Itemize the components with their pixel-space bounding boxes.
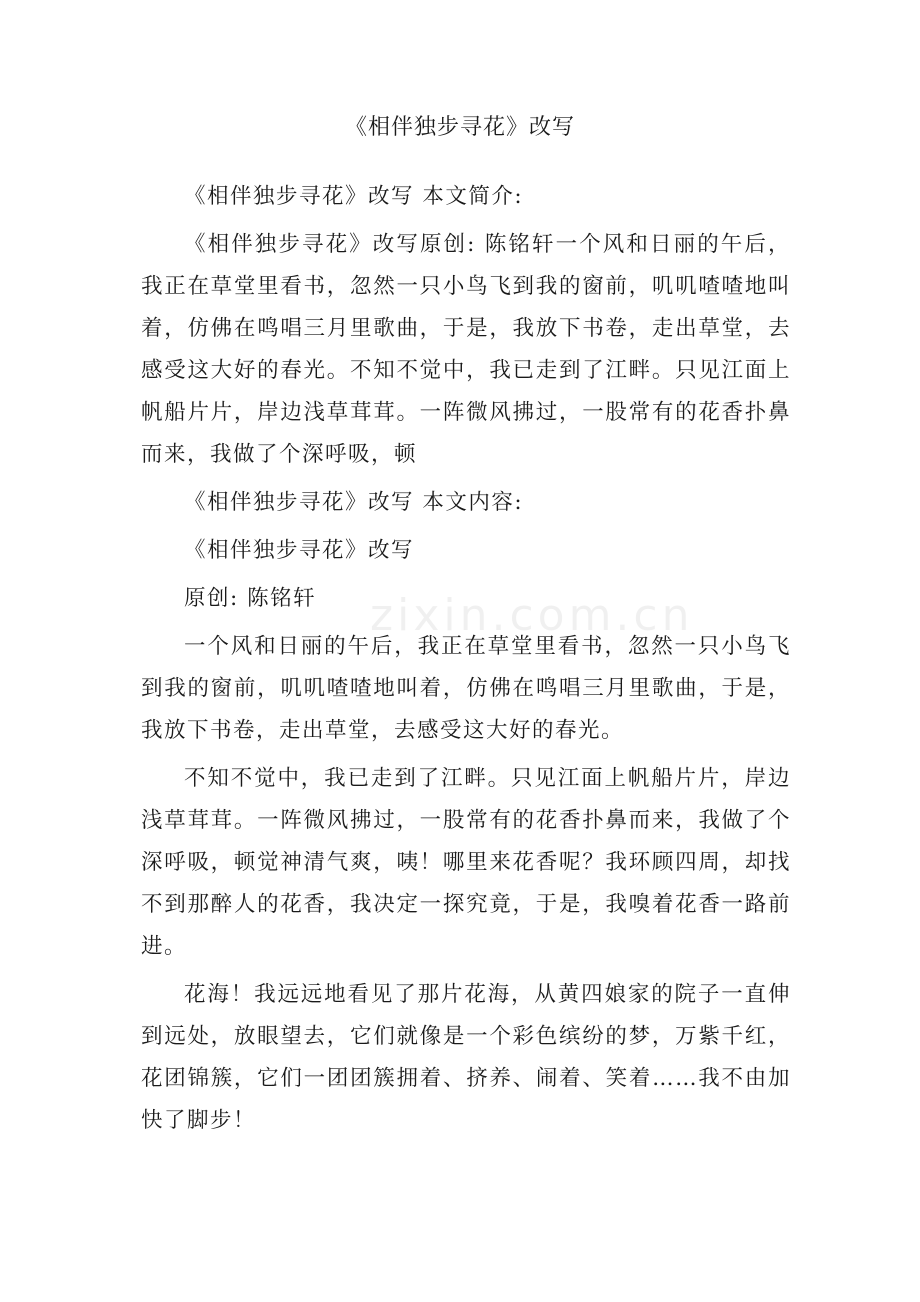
body-paragraph: 不知不觉中，我已走到了江畔。只见江面上帆船片片，岸边浅草茸茸。一阵微风拂过，一股常有的花香扑鼻而来，我做了个深呼吸，顿觉神清气爽，咦！哪里来花香呢？我环顾四周，却找不到那醉人的花香，我决定一探究竟，于是，我嗅着花香一路前进。 xyxy=(141,766,791,959)
content-heading: 《相伴独步寻花》改写 本文内容: xyxy=(184,490,524,515)
document-body xyxy=(141,176,791,1148)
body-paragraph: 花海！我远远地看见了那片花海，从黄四娘家的院子一直伸到远处，放眼望去，它们就像是一个彩色缤纷的梦，万紫千红，花团锦簇，它们一团团簇拥着、挤养、闹着、笑着……我不由加快了脚步！ xyxy=(141,982,791,1133)
summary-heading: 《相伴独步寻花》改写 本文简介: xyxy=(184,184,524,209)
content-title: 《相伴独步寻花》改写 xyxy=(184,538,415,563)
author-line: 原创: 陈铭轩 xyxy=(184,586,317,611)
watermark: zixin.com.cn xyxy=(370,590,694,641)
body-paragraph: 一个风和日丽的午后，我正在草堂里看书，忽然一只小鸟飞到我的窗前，叽叽喳喳地叫着，仿佛在鸣唱三月里歌曲，于是，我放下书卷，走出草堂，去感受这大好的春光。 xyxy=(141,634,791,743)
document-title: 《相伴独步寻花》改写 xyxy=(344,115,575,140)
summary-paragraph: 《相伴独步寻花》改写原创: 陈铭轩一个风和日丽的午后，我正在草堂里看书，忽然一只小鸟飞到我的窗前，叽叽喳喳地叫着，仿佛在鸣唱三月里歌曲，于是，我放下书卷，走出草堂，去感受这大好的春光。不知不觉中，我已走到了江畔。只见江面上帆船片片，岸边浅草茸茸。一阵微风拂过，一股常有的花香扑鼻而来，我做了个深呼吸，顿 xyxy=(141,232,791,467)
